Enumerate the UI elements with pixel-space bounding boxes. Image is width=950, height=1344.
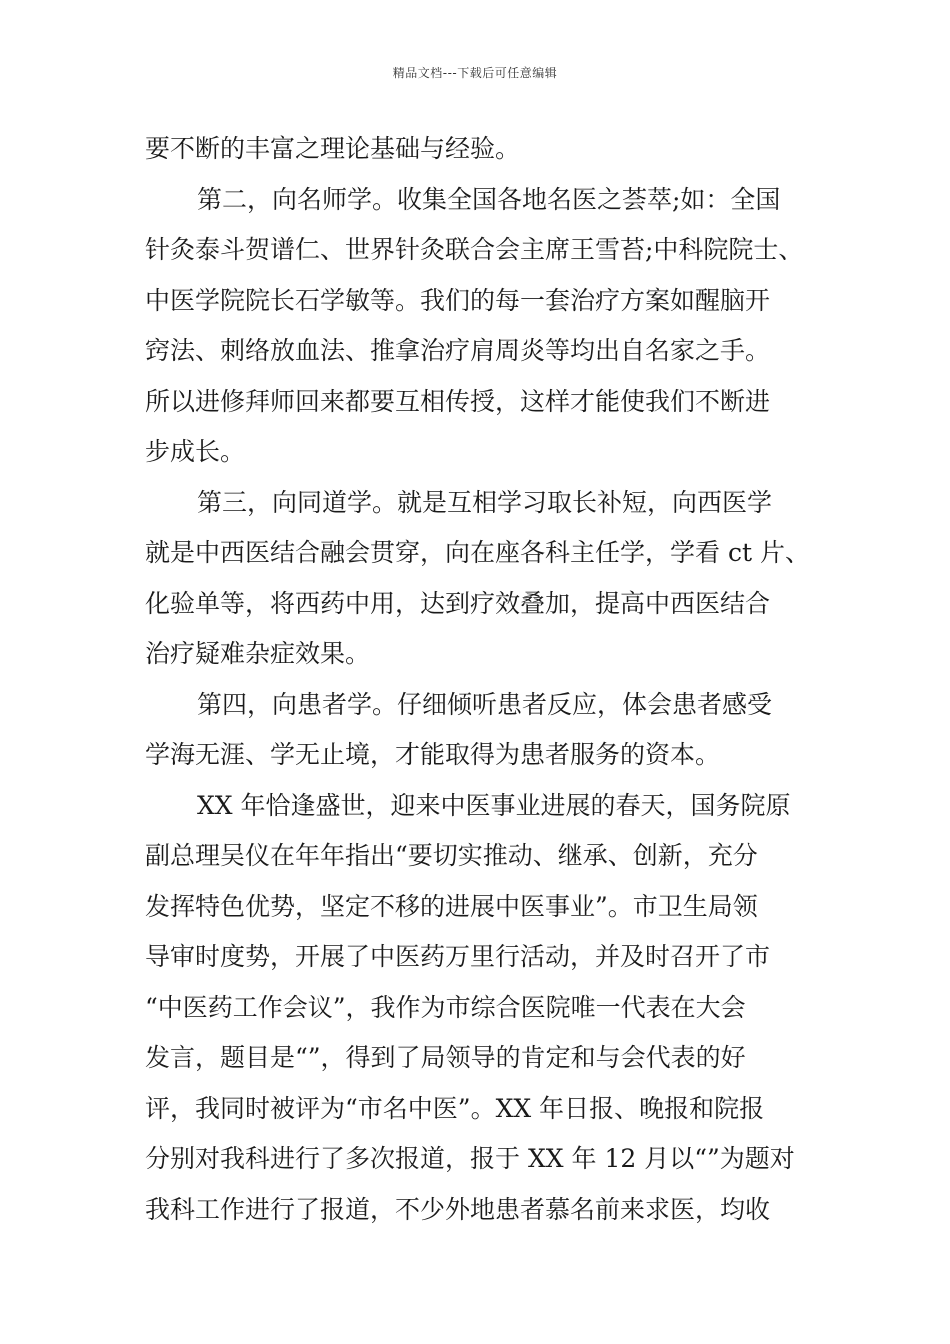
text-line: 第三，向同道学。就是互相学习取长补短，向西医学 [197, 487, 773, 517]
text-line: 我科工作进行了报道，不少外地患者慕名前来求医，均收 [145, 1194, 771, 1224]
text-line: 窍法、刺络放血法、推拿治疗肩周炎等均出自名家之手。 [145, 336, 771, 365]
document-body [145, 124, 810, 1235]
text-line: 治疗疑难杂症效果。 [145, 639, 371, 668]
text-line: 中医学院院长石学敏等。我们的每一套治疗方案如醒脑开 [145, 285, 771, 315]
text-line: 第四，向患者学。仔细倾听患者反应，体会患者感受 [197, 689, 773, 719]
text-line: 副总理吴仪在年年指出“要切实推动、继承、创新，充分 [145, 841, 758, 870]
page-header: 精品文档---下载后可任意编辑 [392, 66, 558, 80]
text-line: 针灸泰斗贺谱仁、世界针灸联合会主席王雪苔;中科院院士、 [145, 235, 804, 264]
text-line: 发挥特色优势，坚定不移的进展中医事业”。市卫生局领 [145, 891, 758, 921]
text-line: 导审时度势，开展了中医药万里行活动，并及时召开了市 [145, 942, 771, 971]
text-line: 学海无涯、学无止境，才能取得为患者服务的资本。 [145, 740, 721, 769]
text-line: “中医药工作会议”，我作为市综合医院唯一代表在大会 [145, 992, 746, 1022]
text-line: 化验单等，将西药中用，达到疗效叠加，提高中西医结合 [145, 588, 771, 618]
text-line: 第二，向名师学。收集全国各地名医之荟萃;如：全国 [197, 184, 781, 214]
text-line: XX 年恰逢盛世，迎来中医事业进展的春天，国务院原 [197, 790, 791, 820]
text-line: 评，我同时被评为“市名中医”。XX 年日报、晚报和院报 [145, 1093, 765, 1123]
text-line: 所以进修拜师回来都要互相传授，这样才能使我们不断进 [145, 386, 771, 416]
text-line: 分别对我科进行了多次报道，报于 XX 年 12 月以“”为题对 [145, 1144, 795, 1173]
text-line: 发言，题目是“”，得到了局领导的肯定和与会代表的好 [145, 1043, 746, 1072]
text-line: 就是中西医结合融会贯穿，向在座各科主任学，学看 ct 片、 [145, 538, 810, 567]
text-line: 要不断的丰富之理论基础与经验。 [145, 134, 521, 163]
text-line: 步成长。 [145, 437, 246, 466]
